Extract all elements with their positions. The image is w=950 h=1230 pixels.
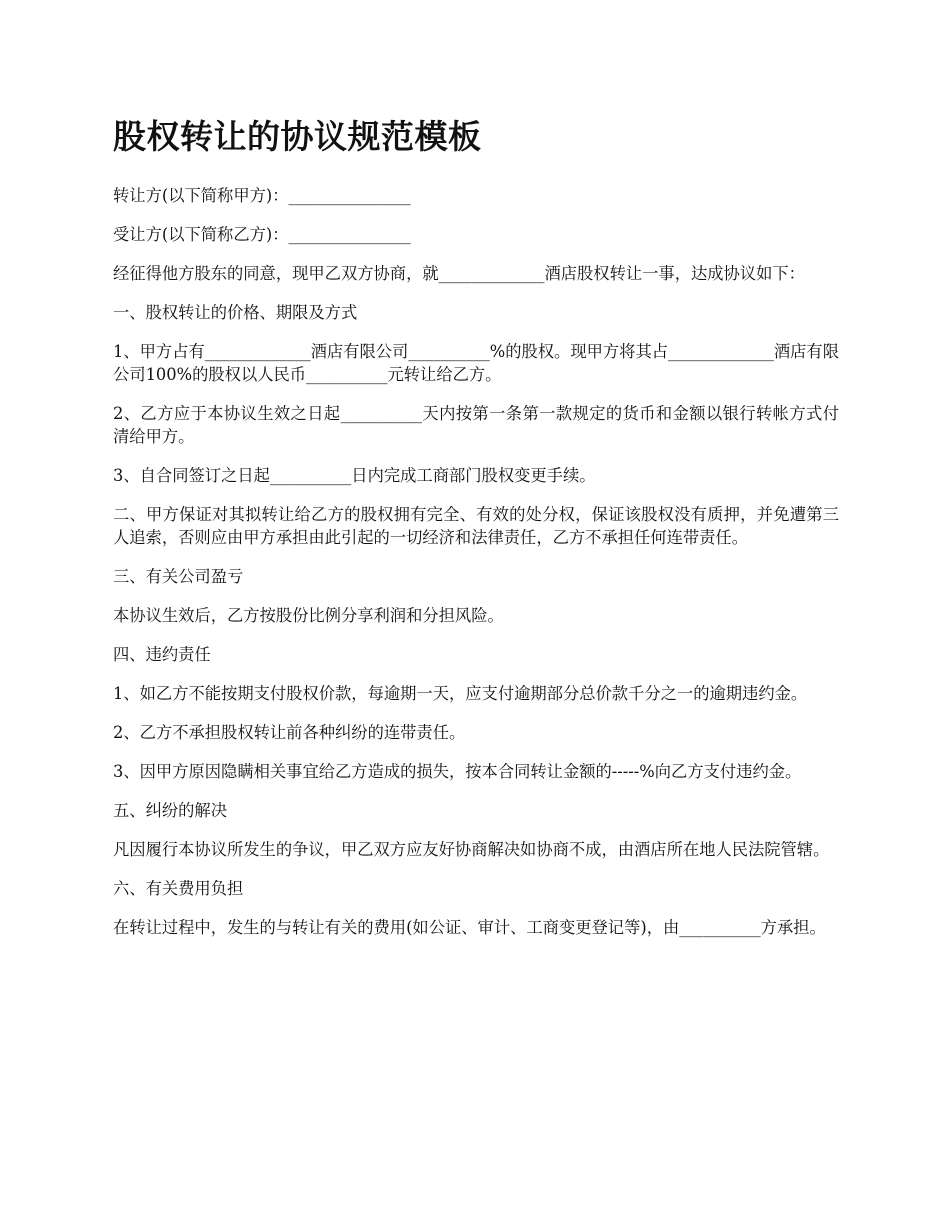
section-guarantee: 二、甲方保证对其拟转让给乙方的股权拥有完全、有效的处分权，保证该股权没有质押，并免遭第三人追索，否则应由甲方承担由此引起的一切经济和法律责任，乙方不承担任何连带责任。 bbox=[113, 505, 839, 547]
clause-1-3: 3、自合同签订之日起__________日内完成工商部门股权变更手续。 bbox=[113, 466, 596, 485]
document-page bbox=[113, 112, 839, 955]
clause-1-2: 2、乙方应于本协议生效之日起__________天内按第一条第一款规定的货币和金额以银行转帐方式付清给甲方。 bbox=[113, 404, 839, 446]
clause-1-1: 1、甲方占有_____________酒店有限公司__________%的股权。现甲方将其占_____________酒店有限公司100%的股权以人民币__________元转让给乙方。 bbox=[113, 342, 839, 384]
party-a-line: 转让方(以下简称甲方)：_______________ bbox=[113, 186, 411, 205]
document-title: 股权转让的协议规范模板 bbox=[113, 117, 482, 156]
clause-4-2: 2、乙方不承担股权转让前各种纠纷的连带责任。 bbox=[113, 723, 466, 742]
party-b-line: 受让方(以下简称乙方)：_______________ bbox=[113, 225, 411, 244]
clause-fees: 在转让过程中，发生的与转让有关的费用(如公证、审计、工商变更登记等)，由__________方承担。 bbox=[113, 918, 826, 937]
clause-dispute: 凡因履行本协议所发生的争议，甲乙双方应友好协商解决如协商不成，由酒店所在地人民法院管辖。 bbox=[113, 840, 830, 859]
section-heading-dispute: 五、纠纷的解决 bbox=[113, 801, 227, 820]
section-heading-price: 一、股权转让的价格、期限及方式 bbox=[113, 303, 358, 322]
clause-4-1: 1、如乙方不能按期支付股权价款，每逾期一天，应支付逾期部分总价款千分之一的逾期违约金。 bbox=[113, 684, 808, 703]
section-heading-profit: 三、有关公司盈亏 bbox=[113, 567, 244, 586]
section-heading-breach: 四、违约责任 bbox=[113, 645, 211, 664]
clause-profit: 本协议生效后，乙方按股份比例分享利润和分担风险。 bbox=[113, 606, 504, 625]
clause-4-3: 3、因甲方原因隐瞒相关事宜给乙方造成的损失，按本合同转让金额的-----%向乙方支付违约金。 bbox=[113, 762, 802, 781]
section-heading-fees: 六、有关费用负担 bbox=[113, 879, 244, 898]
preamble-paragraph: 经征得他方股东的同意，现甲乙双方协商，就_____________酒店股权转让一事，达成协议如下： bbox=[113, 264, 805, 283]
